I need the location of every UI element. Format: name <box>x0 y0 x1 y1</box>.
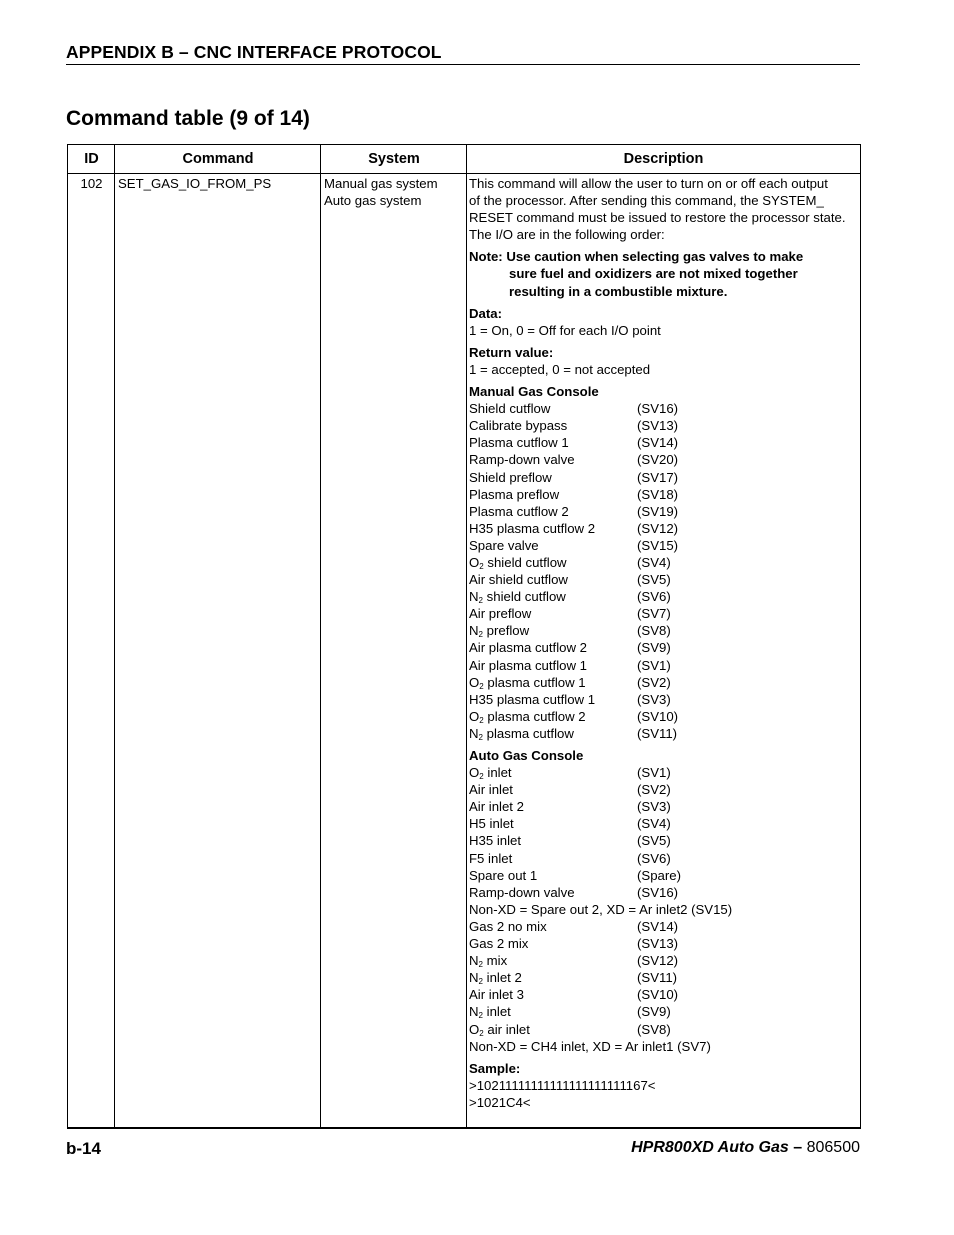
valve-row <box>469 520 857 537</box>
valve-row <box>469 1003 857 1020</box>
valve-row <box>469 571 857 588</box>
valve-name: Air inlet 2 <box>469 799 524 815</box>
valve-code: (SV8) <box>637 1021 671 1037</box>
valve-name: Plasma cutflow 2 <box>469 503 569 519</box>
valve-code: (SV1) <box>637 765 671 781</box>
valve-row <box>469 537 857 554</box>
valve-code: (SV5) <box>637 572 671 588</box>
valve-row <box>469 918 857 935</box>
valve-name: Gas 2 no mix <box>469 918 547 934</box>
system-item: Manual gas system <box>324 176 438 191</box>
valve-name: $O_2$ shield cutflow <box>469 554 567 571</box>
valve-name: Shield preflow <box>469 469 552 485</box>
valve-row <box>469 622 857 639</box>
valve-row <box>469 554 857 571</box>
valve-code: (SV1) <box>637 657 671 673</box>
valve-row <box>469 417 857 434</box>
valve-row <box>469 605 857 622</box>
note-line: sure fuel and oxidizers are not mixed together <box>509 266 798 282</box>
valve-row <box>469 850 857 867</box>
valve-name: Plasma cutflow 1 <box>469 435 569 451</box>
valve-row <box>469 969 857 986</box>
valve-name: $N_2$ plasma cutflow <box>469 725 574 742</box>
valve-row <box>469 639 857 656</box>
header-description: Description <box>623 151 704 167</box>
valve-name: Non-XD = CH4 inlet, XD = Ar inlet1 (SV7) <box>469 1038 711 1054</box>
data-label: Data: <box>469 305 502 321</box>
valve-name: Air inlet <box>469 782 513 798</box>
header-id: ID <box>84 151 99 167</box>
sample-label: Sample: <box>469 1060 521 1076</box>
valve-name: $N_2$ shield cutflow <box>469 589 566 606</box>
valve-code: (SV7) <box>637 606 671 622</box>
valve-row <box>469 469 857 486</box>
page-header <box>66 42 860 65</box>
valve-code: (SV18) <box>637 486 679 502</box>
valve-name: Shield cutflow <box>469 401 551 417</box>
valve-row <box>469 657 857 674</box>
valve-name: F5 inlet <box>469 850 513 866</box>
valve-row <box>469 451 857 468</box>
footer-separator: – <box>793 1139 803 1156</box>
valve-row <box>469 986 857 1003</box>
valve-code: (SV19) <box>637 503 679 519</box>
cell-command: SET_GAS_IO_FROM_PS <box>118 176 272 191</box>
valve-code: (SV12) <box>637 953 679 969</box>
intro-line: This command will allow the user to turn on or off each output <box>469 176 828 191</box>
valve-name: Air shield cutflow <box>469 572 568 588</box>
valve-code: (SV3) <box>637 799 671 815</box>
valve-code: (SV14) <box>637 435 679 451</box>
valve-name: H5 inlet <box>469 816 514 832</box>
valve-code: (SV3) <box>637 691 671 707</box>
valve-row <box>469 400 857 417</box>
valve-code: (SV6) <box>637 589 671 605</box>
valve-row <box>469 725 857 742</box>
valve-row <box>469 798 857 815</box>
valve-code: (SV5) <box>637 833 671 849</box>
valve-code: (Spare) <box>637 867 681 883</box>
cell-id: 102 <box>80 176 103 191</box>
valve-name: $N_2$ inlet <box>469 1004 511 1021</box>
valve-row <box>469 434 857 451</box>
valve-code: (SV9) <box>637 1004 671 1020</box>
valve-row <box>469 832 857 849</box>
valve-code: (SV6) <box>637 850 671 866</box>
return-text: 1 = accepted, 0 = not accepted <box>469 361 651 377</box>
data-text: 1 = On, 0 = Off for each I/O point <box>469 322 661 338</box>
valve-name: Non-XD = Spare out 2, XD = Ar inlet2 (SV15) <box>469 901 733 917</box>
valve-code: (SV14) <box>637 918 679 934</box>
valve-row <box>469 901 857 918</box>
valve-name: $O_2$ plasma cutflow 1 <box>469 674 586 691</box>
header-system: System <box>368 151 420 167</box>
valve-code: (SV12) <box>637 520 679 536</box>
valve-code: (SV9) <box>637 640 671 656</box>
manual-console-label: Manual Gas Console <box>469 384 599 400</box>
valve-code: (SV4) <box>637 554 671 570</box>
valve-name: Air plasma cutflow 1 <box>469 657 587 673</box>
sample-line: >10211111111111111111111167< <box>469 1077 656 1093</box>
valve-name: Gas 2 mix <box>469 936 529 952</box>
valve-code: (SV20) <box>637 452 679 468</box>
column-divider-id <box>68 145 115 1127</box>
product-name: HPR800XD Auto Gas <box>631 1139 789 1156</box>
valve-code: (SV11) <box>637 970 678 986</box>
valve-name: $O_2$ air inlet <box>469 1021 530 1038</box>
valve-code: (SV8) <box>637 623 671 639</box>
note-line: Note: Use caution when selecting gas valves to make <box>469 249 804 265</box>
valve-name: $N_2$ mix <box>469 953 508 970</box>
valve-code: (SV2) <box>637 674 671 690</box>
valve-code: (SV11) <box>637 725 678 741</box>
valve-name: $N_2$ inlet 2 <box>469 970 522 987</box>
system-item: Auto gas system <box>324 193 422 209</box>
column-divider-system <box>321 145 467 1127</box>
valve-code: (SV15) <box>637 537 679 553</box>
return-label: Return value: <box>469 344 554 360</box>
valve-code: (SV16) <box>637 884 679 900</box>
valve-code: (SV10) <box>637 708 679 724</box>
valve-name: Air preflow <box>469 606 532 622</box>
valve-name: H35 plasma cutflow 2 <box>469 520 596 536</box>
auto-console-label: Auto Gas Console <box>469 748 584 763</box>
intro-line: The I/O are in the following order: <box>469 227 665 243</box>
cell-description <box>469 175 857 1111</box>
valve-code: (SV2) <box>637 782 671 798</box>
valve-name: Spare out 1 <box>469 867 538 883</box>
valve-name: H35 inlet <box>469 833 522 849</box>
valve-name: Air inlet 3 <box>469 987 524 1003</box>
valve-row <box>469 588 857 605</box>
column-divider-command <box>115 145 321 1127</box>
command-table <box>67 144 861 1129</box>
valve-row <box>469 708 857 725</box>
footer-doc-info <box>631 1139 860 1157</box>
valve-code: (SV4) <box>637 816 671 832</box>
valve-row <box>469 1021 857 1038</box>
valve-row <box>469 486 857 503</box>
valve-name: Ramp-down valve <box>469 884 575 900</box>
header-title: APPENDIX B – CNC INTERFACE PROTOCOL <box>66 42 442 62</box>
page-title: Command table (9 of 14) <box>66 107 310 130</box>
valve-name: $O_2$ plasma cutflow 2 <box>469 708 586 725</box>
valve-name: Air plasma cutflow 2 <box>469 640 587 656</box>
note-line: resulting in a combustible mixture. <box>509 283 728 299</box>
valve-name: $N_2$ preflow <box>469 623 530 640</box>
valve-name: $O_2$ inlet <box>469 765 512 782</box>
valve-code: (SV13) <box>637 936 679 952</box>
doc-number: 806500 <box>806 1139 860 1156</box>
table-header-row <box>68 145 860 174</box>
valve-row <box>469 691 857 708</box>
auto-valve-list <box>469 764 857 1055</box>
valve-row <box>469 764 857 781</box>
valve-code: (SV16) <box>637 401 679 417</box>
valve-code: (SV13) <box>637 418 679 434</box>
valve-name: Ramp-down valve <box>469 452 575 468</box>
valve-row <box>469 952 857 969</box>
valve-name: Spare valve <box>469 537 539 553</box>
valve-name: Calibrate bypass <box>469 418 568 434</box>
valve-row <box>469 674 857 691</box>
sample-line: >1021C4< <box>469 1094 531 1110</box>
page-number: b-14 <box>66 1139 101 1158</box>
valve-row <box>469 884 857 901</box>
valve-name: Plasma preflow <box>469 486 560 502</box>
valve-code: (SV17) <box>637 469 679 485</box>
valve-name: H35 plasma cutflow 1 <box>469 691 596 707</box>
intro-line: RESET command must be issued to restore the processor state. <box>469 210 846 226</box>
valve-row <box>469 503 857 520</box>
valve-row <box>469 1038 857 1055</box>
valve-row <box>469 815 857 832</box>
header-command: Command <box>182 151 254 167</box>
valve-row <box>469 935 857 952</box>
manual-valve-list <box>469 400 857 742</box>
intro-line: of the processor. After sending this command, the SYSTEM_ <box>469 193 824 209</box>
valve-row <box>469 867 857 884</box>
valve-row <box>469 781 857 798</box>
cell-system <box>324 175 438 209</box>
valve-code: (SV10) <box>637 987 679 1003</box>
